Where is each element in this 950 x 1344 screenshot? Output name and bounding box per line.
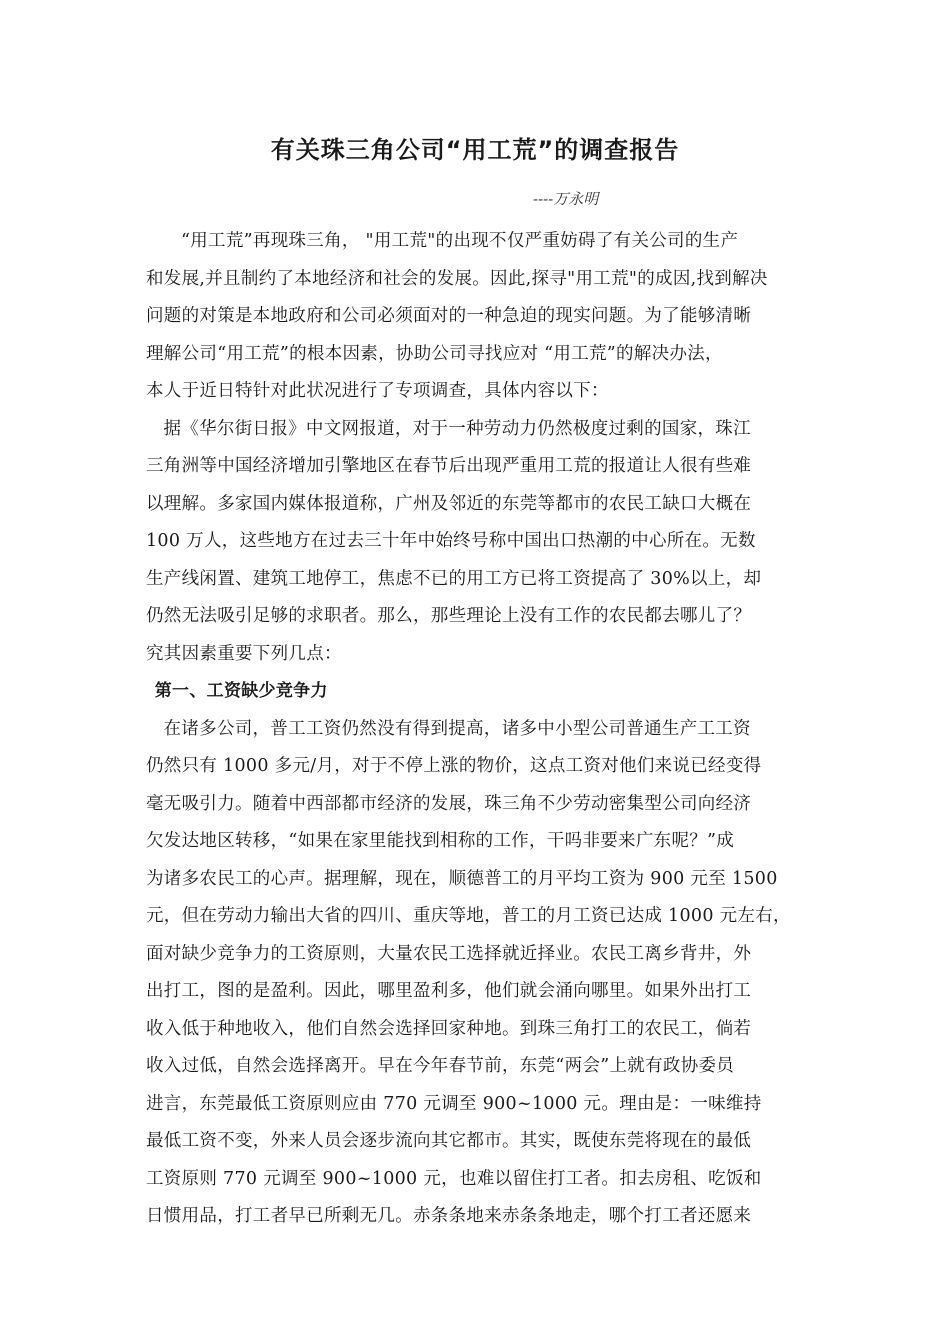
body-line: 本人于近日特针对此状况进行了专项调查，具体内容以下： [146,381,609,401]
body-line: 进言，东莞最低工资原则应由 770 元调至 900~1000 元。理由是：一味维持 [146,1093,762,1114]
body-line: 和发展,并且制约了本地经济和社会的发展。因此,探寻"用工荒"的成因,找到解决 [146,268,768,289]
body-line: 仍然只有 1000 多元/月，对于不停上涨的物价，这点工资对他们来说已经变得 [146,756,762,776]
body-line: 究其因素重要下列几点： [146,643,342,664]
body-line: 收入过低，自然会选择离开。早在今年春节前，东莞“两会”上就有政协委员 [146,1056,735,1076]
body-line: 据《华尔街日报》中文网报道，对于一种劳动力仍然极度过剩的国家，珠江 [163,418,751,439]
body-line: 以理解。多家国内媒体报道称，广州及邻近的东莞等都市的农民工缺口大概在 [146,493,752,514]
section-heading: 第一、工资缺少竞争力 [154,681,328,701]
body-line: 生产线闲置、建筑工地停工，焦虑不已的用工方已将工资提高了 30%以上，却 [146,568,762,589]
document-title: 有关珠三角公司“用工荒”的调查报告 [270,136,680,164]
body-line: 为诸多农民工的心声。据理解，现在，顺德普工的月平均工资为 900 元至 1500 [146,868,778,889]
body-line: 欠发达地区转移，“如果在家里能找到相称的工作，干吗非要来广东呢？”成 [146,831,735,851]
body-line: 日惯用品，打工者早已所剩无几。赤条条地来赤条条地走，哪个打工者还愿来 [146,1206,752,1226]
body-line: 毫无吸引力。随着中西部都市经济的发展，珠三角不少劳动密集型公司向经济 [146,793,752,814]
body-line: 三角洲等中国经济增加引擎地区在春节后出现严重用工荒的报道让人很有些难 [146,456,752,476]
body-line: 收入低于种地收入，他们自然会选择回家种地。到珠三角打工的农民工，倘若 [146,1018,752,1039]
body-line: 出打工，图的是盈利。因此，哪里盈利多，他们就会涌向哪里。如果外出打工 [146,981,752,1001]
body-line: 工资原则 770 元调至 900~1000 元，也难以留住打工者。扣去房租、吃饭和 [146,1168,762,1189]
body-line: 面对缺少竞争力的工资原则，大量农民工选择就近择业。农民工离乡背井，外 [146,943,752,964]
body-line: 最低工资不变，外来人员会逐步流向其它都市。其实，既使东莞将现在的最低 [146,1131,752,1151]
body-line: 理解公司“用工荒”的根本因素，协助公司寻找应对 “用工荒”的解决办法， [146,343,723,364]
body-line: 在诸多公司，普工工资仍然没有得到提高，诸多中小型公司普通生产工工资 [163,718,751,739]
body-line: 100 万人，这些地方在过去三十年中始终号称中国出口热潮的中心所在。无数 [146,531,756,551]
document-body [146,223,818,1236]
body-line: 仍然无法吸引足够的求职者。那么，那些理论上没有工作的农民都去哪儿了？ [146,606,752,626]
document-author: ----万永明 [533,190,599,208]
body-line: 问题的对策是本地政府和公司必须面对的一种急迫的现实问题。为了能够清晰 [146,306,752,326]
body-line: “用工荒”再现珠三角， "用工荒"的出现不仅严重妨碍了有关公司的生产 [181,231,739,251]
body-line: 元，但在劳动力输出大省的四川、重庆等地，普工的月工资已达成 1000 元左右， [146,906,791,926]
